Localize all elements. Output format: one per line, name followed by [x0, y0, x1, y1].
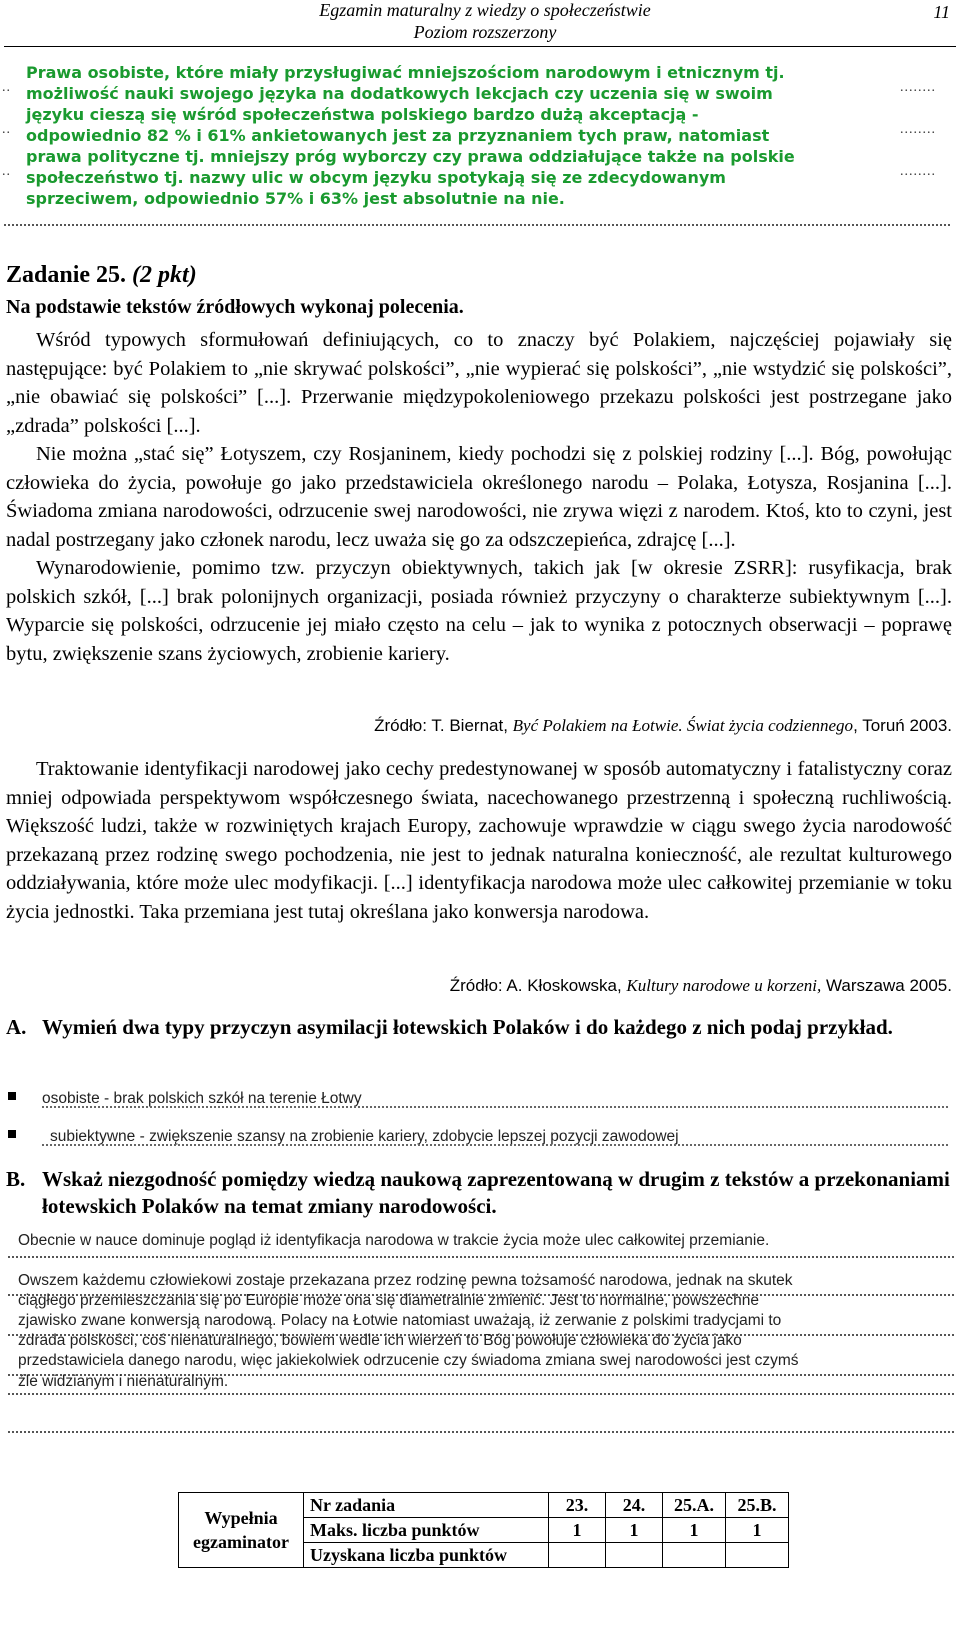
previous-answer-area: [2, 62, 950, 232]
row-label: Uzyskana liczba punktów: [304, 1543, 549, 1568]
source-citation-1: Źródło: T. Biernat, Być Polakiem na Łotwie. Świat życia codziennego, Toruń 2003.: [374, 716, 952, 735]
citation-title: Kultury narodowe u korzeni,: [626, 976, 822, 995]
task-title: [6, 262, 197, 289]
page-number: 11: [933, 2, 950, 22]
question-text: Wskaż niezgodność pomiędzy wiedzą naukową zaprezentowaną w drugim z tekstów a przekonaniami łotewskich Polaków na temat zmiany narodowości.: [42, 1167, 950, 1218]
max-points-cell: 1: [663, 1518, 726, 1543]
question-letter: A.: [6, 1015, 27, 1039]
obtained-points-cell[interactable]: [726, 1543, 789, 1568]
dot-leader: ..: [2, 80, 11, 95]
previous-answer-line: prawa polityczne tj. mniejszy próg wyborczy czy prawa oddziałujące także na polskie: [26, 147, 795, 166]
task-instruction: Na podstawie tekstów źródłowych wykonaj polecenia.: [6, 296, 464, 318]
source-text-1: [6, 326, 952, 668]
max-points-cell: 1: [606, 1518, 663, 1543]
dot-leader: ..: [2, 164, 11, 179]
task-points: (2 pkt): [132, 262, 197, 288]
source-text-2: [6, 755, 952, 926]
task-number-cell: 23.: [549, 1493, 606, 1518]
source-paragraph: Nie można „stać się” Łotyszem, czy Rosjaninem, kiedy pochodzi się z polskiej rodziny [...]. Bóg, powołując człowieka do życia, powołuje go jako przedstawiciela określonego narodu – Polaka, Łotysza, Rosjanina [...]. Świadoma zmiana narodowości, odrzucenie swej narodowości, nie zrywa więzi z narodem. Ktoś, kto to czyni, jest nadal postrzegany jako członek narodu, lecz uważa się go za odszczepieńca, zdrajcę [...].: [6, 443, 952, 551]
examiner-label: Wypełnia egzaminator: [179, 1493, 304, 1568]
exam-title: Egzamin maturalny z wiedzy o społeczeństwie: [319, 0, 651, 20]
dot-leader: ........: [900, 122, 936, 137]
source-citation-2: Źródło: A. Kłoskowska, Kultury narodowe u korzeni, Warszawa 2005.: [449, 976, 952, 995]
source-paragraph: Traktowanie identyfikacji narodowej jako cechy predestynowanej w sposób automatyczny i fatalistyczny coraz mniej odpowiada perspektywom współczesnego świata, nacechowanego przestrzenną i społeczną ruchliwością. Większość ludzi, także w rozwiniętych krajach Europy, zachowuje wprawdzie w ciągu swego życia narodowość przekazaną przez rodzinę swego pochodzenia, nie jest to jednak naturalna konieczność, ale rezultat kulturowego oddziaływania, które może ulec modyfikacji. [...] identyfikacja narodowa może ulec całkowitej przemianie w toku życia jednostki. Taka przemiana jest tutaj określana jako konwersja narodowa.: [6, 758, 952, 923]
question-a: [6, 1014, 952, 1041]
max-points-cell: 1: [549, 1518, 606, 1543]
answer-dotted-line: [8, 1393, 954, 1395]
question-b: [6, 1166, 952, 1220]
page-header: [0, 0, 960, 48]
source-paragraph: Wśród typowych sformułowań definiujących, co to znaczy być Polakiem, najczęściej pojawiały się następujące: być Polakiem to „nie skrywać polskości”, „nie wypierać się polskości”, „nie wstydzić się polskości”, „nie obawiać się polskości” [...]. Przerwanie międzypokoleniowego przekazu polskości jest postrzegane jako „zdrada” polskości [...].: [6, 329, 952, 437]
previous-answer-line: Prawa osobiste, które miały przysługiwać mniejszościom narodowym i etnicznym tj.: [26, 63, 785, 82]
answer-line: ciągłego przemieszczania się po Europie może ona się diametralnie zmienić. Jest to normalne, powszechne: [18, 1292, 759, 1309]
answer-line: Obecnie w nauce dominuje pogląd iż identyfikacja narodowa w trakcie życia może ulec całkowitej przemianie.: [18, 1232, 770, 1249]
answer-line: zdrada polskości, coś nienaturalnego, bowiem wedle ich wierzeń to Bóg powołuje człowieka do życia jako: [18, 1332, 742, 1349]
dot-leader: ..: [2, 122, 11, 137]
previous-answer-line: języku cieszą się wśród społeczeństwa polskiego bardzo dużą akceptacją -: [26, 105, 699, 124]
bullet-square-icon: [8, 1130, 16, 1138]
bullet-square-icon: [8, 1092, 16, 1100]
citation-title: Być Polakiem na Łotwie. Świat życia codziennego: [512, 716, 854, 735]
row-label: Nr zadania: [304, 1493, 549, 1518]
header-divider: [4, 46, 956, 47]
answer-text: osobiste - brak polskich szkół na terenie Łotwy: [42, 1090, 362, 1107]
obtained-points-cell[interactable]: [549, 1543, 606, 1568]
task-number-cell: 24.: [606, 1493, 663, 1518]
question-letter: B.: [6, 1167, 26, 1191]
obtained-points-cell[interactable]: [663, 1543, 726, 1568]
source-paragraph: Wynarodowienie, pomimo tzw. przyczyn obiektywnych, takich jak [w okresie ZSRR]: rusyfikacja, brak polskich szkół, [...] brak polonijnych organizacji, posiada również przyczyny o charakterze subiektywnym [...]. Wyparcie się polskości, odrzucenie jej miało często na celu – jak to wynika z potocznych obserwacji – poprawę bytu, zwiększenie szans życiowych, zrobienie kariery.: [6, 557, 952, 665]
dot-leader: ........: [900, 164, 936, 179]
task-number-cell: 25.A.: [663, 1493, 726, 1518]
previous-answer-line: odpowiednio 82 % i 61% ankietowanych jest za przyznaniem tych praw, natomiast: [26, 126, 770, 145]
dot-leader: ........: [900, 80, 936, 95]
max-points-cell: 1: [726, 1518, 789, 1543]
answer-dotted-line: [8, 1256, 954, 1258]
question-text: Wymień dwa typy przyczyn asymilacji łotewskich Polaków i do każdego z nich podaj przykład.: [42, 1015, 893, 1039]
task-number: Zadanie 25.: [6, 262, 127, 288]
task-number-cell: 25.B.: [726, 1493, 789, 1518]
answer-dotted-line: [8, 1431, 954, 1433]
previous-answer-line: możliwość nauki swojego języka na dodatkowych lekcjach czy uczenia się w swoim: [26, 84, 773, 103]
previous-answer-line: społeczeństwo tj. nazwy ulic w obcym języku spotykają się ze zdecydowanym: [26, 168, 726, 187]
answer-text: subiektywne - zwiększenie szansy na zrobienie kariery, zdobycie lepszej pozycji zawodowej: [50, 1128, 679, 1145]
answer-bullet: [6, 1124, 952, 1150]
answer-line: źle widzianym i nienaturalnym.: [18, 1373, 229, 1390]
answer-bullet: [6, 1086, 952, 1112]
answer-dotted-line: [42, 1106, 948, 1108]
previous-answer-line: sprzeciwem, odpowiednio 57% i 63% jest absolutnie na nie.: [26, 189, 565, 208]
answer-dotted-line: [4, 224, 950, 226]
answer-line: Owszem każdemu człowiekowi zostaje przekazana przez rodzinę pewna tożsamość narodowa, jednak na skutek: [18, 1272, 793, 1289]
answer-line: zjawisko zwane konwersją narodową. Polacy na Łotwie natomiast uważają, iż zerwanie z polskimi tradycjami to: [18, 1312, 782, 1329]
row-label: Maks. liczba punktów: [304, 1518, 549, 1543]
answer-line: przedstawiciela danego narodu, więc jakiekolwiek odrzucenie czy świadoma zmiana swej narodowości jest czymś: [18, 1352, 799, 1369]
exam-level: Poziom rozszerzony: [413, 22, 557, 42]
score-table: [178, 1492, 789, 1568]
answer-dotted-line: [42, 1144, 948, 1146]
obtained-points-cell[interactable]: [606, 1543, 663, 1568]
